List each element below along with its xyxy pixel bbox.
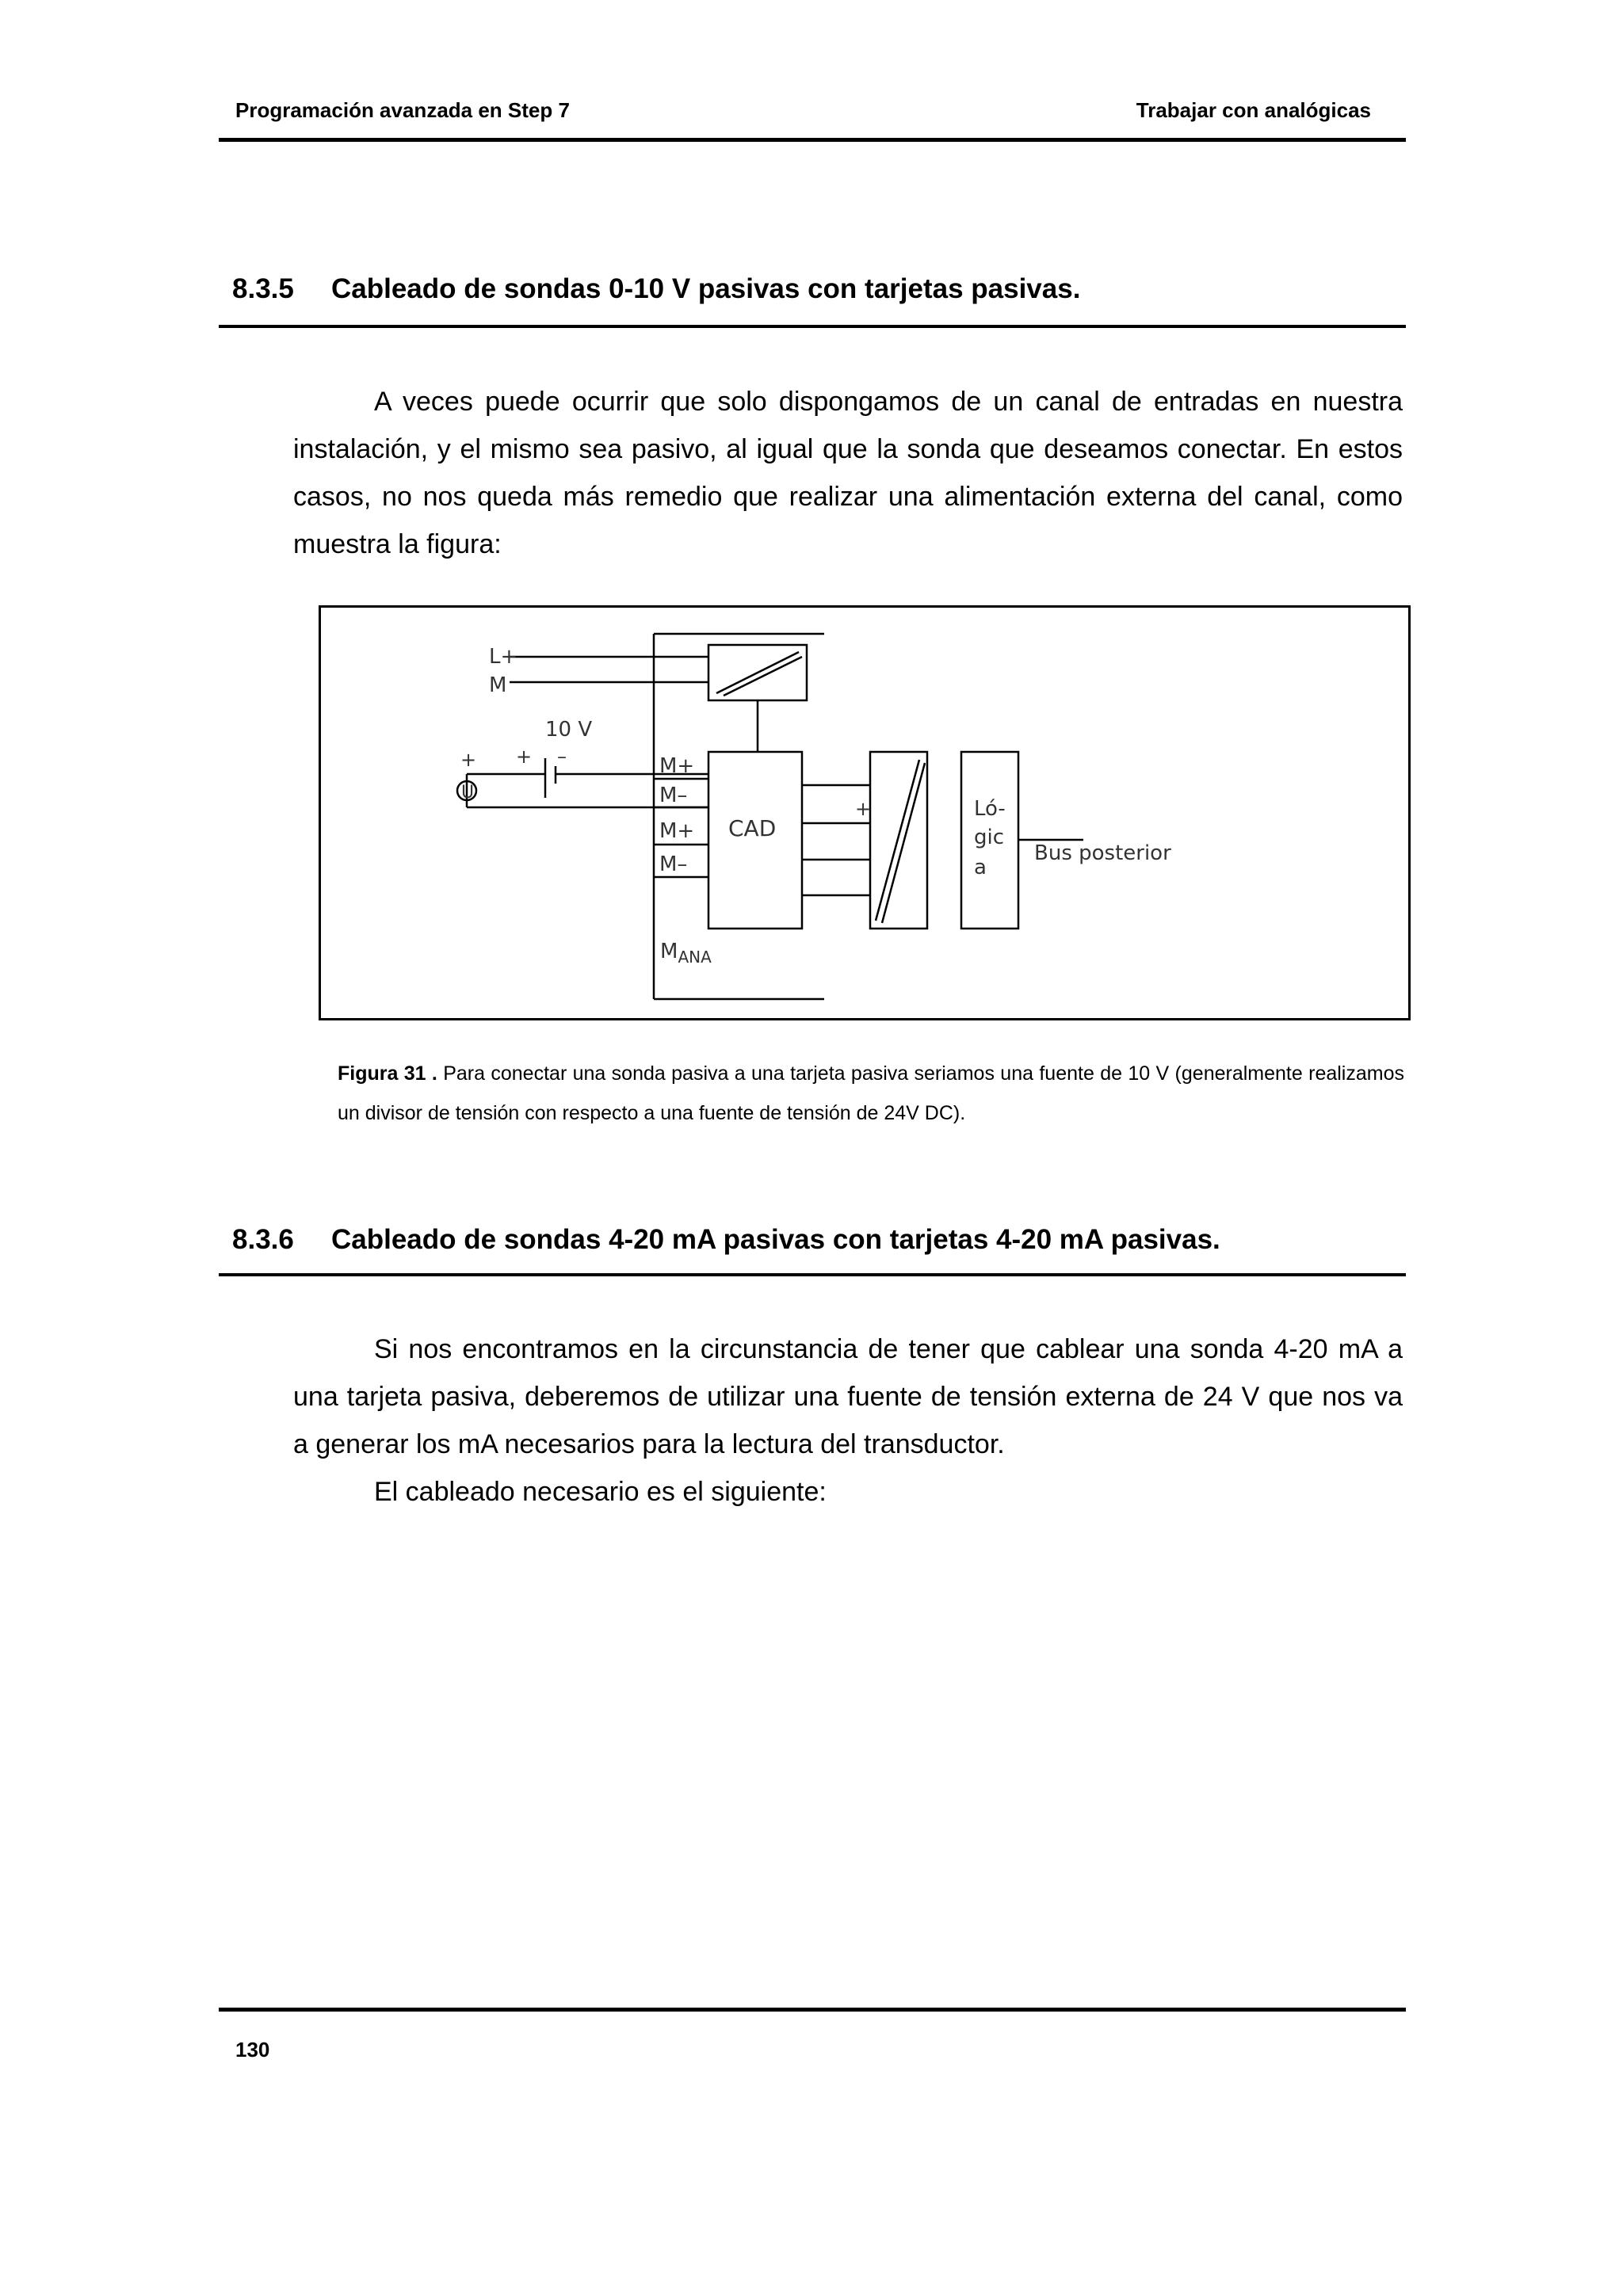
- section-heading-836: [232, 1224, 1220, 1256]
- footer-rule: [219, 2008, 1406, 2012]
- label-l-plus: L+: [489, 645, 518, 669]
- label-m-ana-subscript: ANA: [678, 948, 712, 967]
- isolation-box: [870, 752, 927, 929]
- label-terminal-m-plus-1: M+: [659, 754, 695, 778]
- supply-converter-diagonal: [724, 657, 802, 696]
- label-m: M: [489, 673, 507, 697]
- section-rule: [219, 325, 1406, 328]
- label-converter-plus: +: [855, 798, 872, 820]
- paragraph-text: A veces puede ocurrir que solo dispongamos de un canal de entradas en nuestra instalación, y el mismo sea pasivo, al igual que la sonda que deseamos conectar. En estos casos, no nos queda más remedio que realizar una alimentación externa del canal, como muestra la figura:: [293, 387, 1403, 559]
- label-m-ana-main: M: [660, 940, 678, 963]
- isolation-diagonal: [876, 760, 919, 921]
- section-rule: [219, 1273, 1406, 1276]
- header-right-title: Trabajar con analógicas: [1136, 98, 1371, 122]
- page-number: 130: [235, 2038, 270, 2061]
- label-cad: CAD: [728, 815, 777, 841]
- isolation-diagonal: [882, 763, 925, 923]
- paragraph: [293, 1325, 1403, 1516]
- label-logic-line1: Ló-: [974, 797, 1006, 821]
- section-number: 8.3.6: [232, 1224, 294, 1255]
- label-logic-line3: a: [974, 856, 987, 879]
- wiring-diagram-figure: [319, 605, 1411, 1020]
- paragraph: [293, 378, 1403, 568]
- label-voltage: 10 V: [545, 718, 593, 742]
- label-probe-plus: +: [460, 749, 477, 771]
- label-terminal-m-minus-1: M–: [659, 784, 688, 807]
- label-terminal-m-plus-2: M+: [659, 819, 695, 843]
- paragraph-text: El cableado necesario es el siguiente:: [374, 1477, 827, 1507]
- figure-caption: [338, 1054, 1404, 1133]
- label-bus: Bus posterior: [1034, 841, 1171, 865]
- label-battery-plus: +: [516, 746, 533, 768]
- section-number: 8.3.5: [232, 273, 294, 304]
- label-probe-u: U: [461, 783, 475, 803]
- caption-text: Para conectar una sonda pasiva a una tarjeta pasiva seriamos una fuente de 10 V (generalmente realizamos un divisor de tensión con respecto a una fuente de tensión de 24V DC).: [338, 1062, 1404, 1124]
- header-rule: [219, 138, 1406, 142]
- supply-converter-diagonal: [716, 652, 799, 693]
- label-terminal-m-minus-2: M–: [659, 852, 688, 876]
- label-logic-line2: gic: [974, 826, 1005, 849]
- section-heading-835: [232, 273, 1080, 305]
- wiring-diagram: [321, 608, 1413, 1023]
- section-title: Cableado de sondas 4-20 mA pasivas con tarjetas 4-20 mA pasivas.: [331, 1224, 1220, 1255]
- header-left-title: Programación avanzada en Step 7: [235, 98, 570, 122]
- label-m-ana: [660, 940, 712, 967]
- caption-label: Figura 31 .: [338, 1062, 437, 1085]
- section-title: Cableado de sondas 0-10 V pasivas con tarjetas pasivas.: [331, 273, 1081, 304]
- label-battery-minus: –: [557, 746, 567, 768]
- paragraph-text: Si nos encontramos en la circunstancia de tener que cablear una sonda 4-20 mA a una tarjeta pasiva, deberemos de utilizar una fuente de tensión externa de 24 V que nos va a generar los mA necesarios para la lectura del transductor.: [293, 1334, 1403, 1459]
